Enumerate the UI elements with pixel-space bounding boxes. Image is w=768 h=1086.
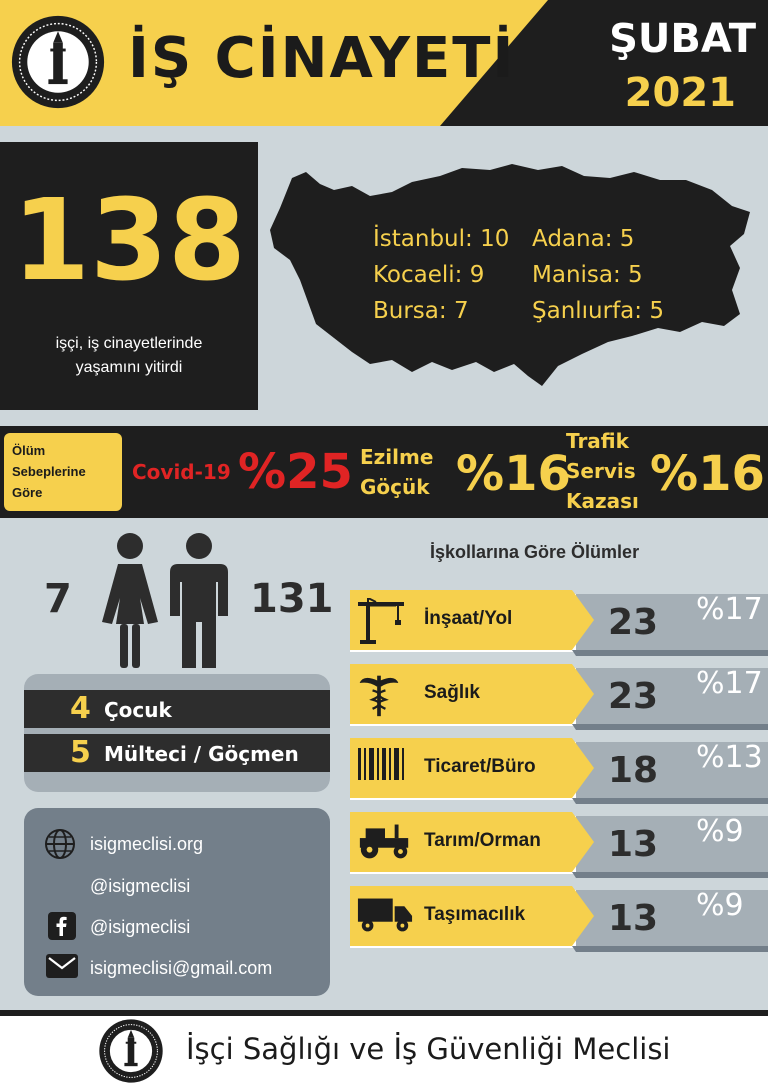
sector-row xyxy=(350,886,768,952)
sector-count: 13 xyxy=(608,898,659,939)
sector-label: Sağlık xyxy=(424,682,480,703)
sector-count: 13 xyxy=(608,824,659,865)
sector-count: 23 xyxy=(608,602,659,643)
tower-seal-icon xyxy=(10,14,106,110)
sector-label: Tarım/Orman xyxy=(424,830,541,851)
city-stat-adana: Adana: 5 xyxy=(532,226,635,252)
cause-traffic-percent: %16 xyxy=(650,446,765,502)
sector-label: İnşaat/Yol xyxy=(424,608,513,629)
sector-row xyxy=(350,664,768,730)
male-count: 131 xyxy=(250,576,334,622)
sectors-title: İşkollarına Göre Ölümler xyxy=(430,542,640,562)
sector-label: Ticaret/Büro xyxy=(424,756,536,777)
month-label: ŞUBAT xyxy=(609,16,756,62)
cause-name-line: Göçük xyxy=(360,475,430,499)
female-count: 7 xyxy=(44,576,72,622)
mail-icon xyxy=(46,954,78,978)
cause-name-line: Ezilme xyxy=(360,445,434,469)
cause-name-line: Trafik xyxy=(566,429,629,453)
sector-row xyxy=(350,590,768,656)
city-stat-bursa: Bursa: 7 xyxy=(373,298,469,324)
cause-crush-name xyxy=(360,442,433,502)
stat-child-label: Çocuk xyxy=(104,698,172,722)
page-title: İŞ CİNAYETİ xyxy=(128,26,516,91)
sector-row xyxy=(350,738,768,804)
city-stat-istanbul: İstanbul: 10 xyxy=(373,226,510,252)
sector-percent: %17 xyxy=(696,666,763,701)
stat-child-number: 4 xyxy=(70,691,91,726)
stat-refugee-label: Mülteci / Göçmen xyxy=(104,742,299,766)
city-stat-sanliurfa: Şanlıurfa: 5 xyxy=(532,298,664,324)
sector-count: 23 xyxy=(608,676,659,717)
cause-name-line: Servis xyxy=(566,459,636,483)
causes-label-line: Göre xyxy=(12,485,43,500)
barcode-icon xyxy=(356,746,406,787)
facebook-icon xyxy=(48,912,76,940)
cause-covid-name: Covid-19 xyxy=(132,460,231,484)
female-figure-icon xyxy=(98,532,162,670)
sector-row xyxy=(350,812,768,878)
sector-label: Taşımacılık xyxy=(424,904,526,925)
sector-percent: %13 xyxy=(696,740,763,775)
cause-name-line: Kazası xyxy=(566,489,639,513)
death-count-caption xyxy=(0,332,258,380)
crane-icon xyxy=(356,598,406,649)
tractor-icon xyxy=(356,820,414,865)
cause-covid-percent: %25 xyxy=(238,444,353,500)
cause-traffic-name xyxy=(566,426,639,516)
tower-seal-icon xyxy=(98,1018,164,1084)
sector-percent: %17 xyxy=(696,592,763,627)
city-stat-kocaeli: Kocaeli: 9 xyxy=(373,262,485,288)
city-stat-manisa: Manisa: 5 xyxy=(532,262,643,288)
sector-percent: %9 xyxy=(696,888,744,923)
footer-organization: İşçi Sağlığı ve İş Güvenliği Meclisi xyxy=(186,1032,671,1066)
causes-label xyxy=(12,440,120,503)
male-figure-icon xyxy=(168,532,230,670)
sector-count: 18 xyxy=(608,750,659,791)
caption-line: yaşamını yitirdi xyxy=(75,359,183,376)
caption-line: işçi, iş cinayetlerinde xyxy=(55,335,203,352)
turkey-map-icon xyxy=(262,150,762,410)
contact-email[interactable]: isigmeclisi@gmail.com xyxy=(90,958,273,978)
globe-icon xyxy=(44,828,76,860)
contact-twitter[interactable]: @isigmeclisi xyxy=(90,876,191,896)
sector-percent: %9 xyxy=(696,814,744,849)
contact-facebook[interactable]: @isigmeclisi xyxy=(90,917,191,937)
cause-crush-percent: %16 xyxy=(456,446,571,502)
stat-refugee-number: 5 xyxy=(70,735,91,770)
year-label: 2021 xyxy=(624,70,736,116)
causes-label-line: Sebeplerine xyxy=(12,464,86,479)
causes-label-line: Ölüm xyxy=(12,443,46,458)
contact-website[interactable]: isigmeclisi.org xyxy=(90,834,204,854)
truck-icon xyxy=(356,894,414,939)
death-count-number: 138 xyxy=(12,176,246,306)
caduceus-icon xyxy=(356,672,402,723)
